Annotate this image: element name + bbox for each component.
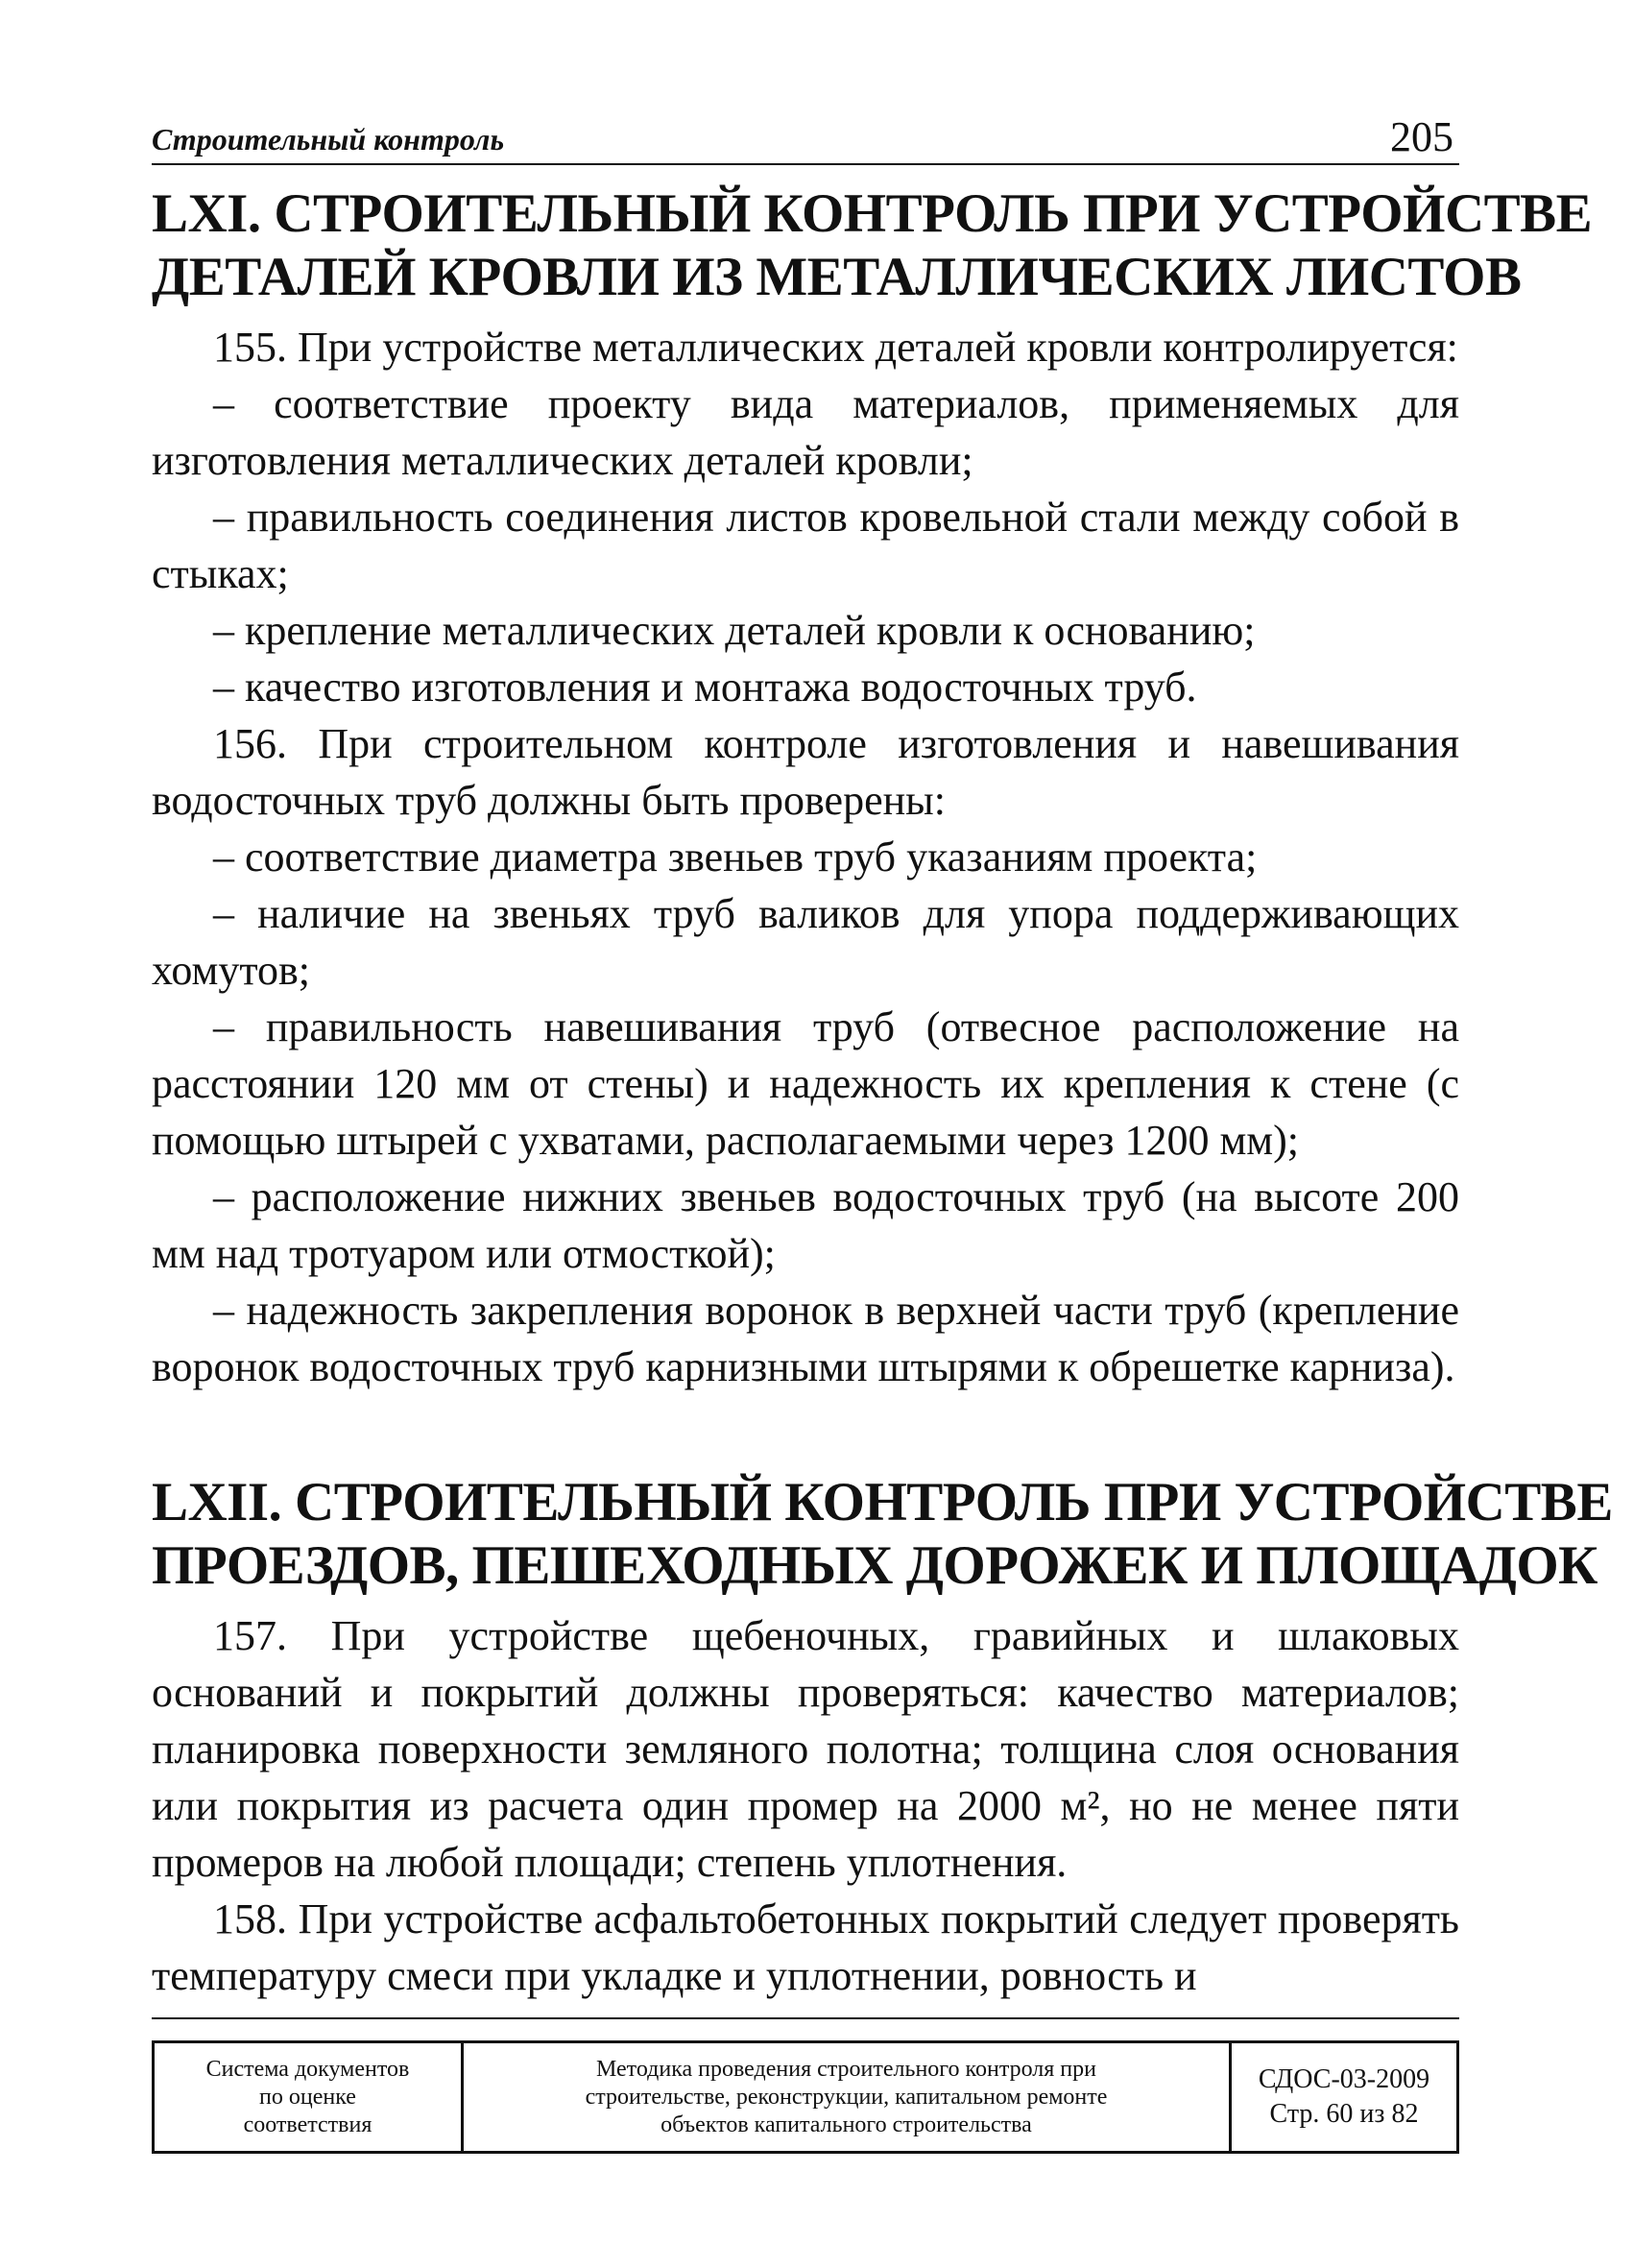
paragraph-158: 158. При устройстве асфальтобетонных покрытий следует проверять температуру смеси при укладке и уплотнении, ровность и <box>152 1895 1459 1999</box>
chapter-61-heading <box>152 182 1593 309</box>
list-item: – правильность навешивания труб (отвесное расположение на расстоянии 120 мм от стены) и надежность их крепления к стене (с помощью штырей с ухватами, располагаемыми через 1200 мм); <box>152 1003 1459 1164</box>
chapter-62-heading <box>152 1471 1613 1598</box>
list-item: – правильность соединения листов кровельной стали между собой в стыках; <box>152 494 1459 597</box>
list-item: – качество изготовления и монтажа водосточных труб. <box>213 664 1197 711</box>
chapter-61-body <box>152 319 1459 1395</box>
running-header <box>152 113 1459 165</box>
footer-cell-system <box>155 2043 464 2151</box>
chapter-62-body <box>152 1607 1459 2004</box>
list-item: – крепление металлических деталей кровли к основанию; <box>213 607 1256 654</box>
list-item: – соответствие проекту вида материалов, применяемых для изготовления металлических деталей кровли; <box>152 380 1459 484</box>
page-number: 205 <box>1390 113 1453 160</box>
list-item: – соответствие диаметра звеньев труб указаниям проекта; <box>213 833 1258 881</box>
running-header-section: Строительный контроль <box>152 122 505 157</box>
list-item: – наличие на звеньях труб валиков для упора поддерживающих хомутов; <box>152 890 1459 994</box>
chapter-62-title-line1: LXII. СТРОИТЕЛЬНЫЙ КОНТРОЛЬ ПРИ УСТРОЙСТВЕ <box>152 1472 1613 1532</box>
chapter-61-title-line2: ДЕТАЛЕЙ КРОВЛИ ИЗ МЕТАЛЛИЧЕСКИХ ЛИСТОВ <box>152 247 1522 307</box>
footer-code-text: СДОС-03-2009 Стр. 60 из 82 <box>1258 2064 1430 2129</box>
footer-title-text: Методика проведения строительного контроля при строительстве, реконструкции, капитальном ремонте объектов капитального строительства <box>585 2056 1108 2137</box>
footer-system-text: Система документов по оценке соответствия <box>205 2056 410 2137</box>
footer-cell-code <box>1232 2043 1456 2151</box>
chapter-62-title-line2: ПРОЕЗДОВ, ПЕШЕХОДНЫХ ДОРОЖЕК И ПЛОЩАДОК <box>152 1535 1598 1596</box>
bottom-rule <box>152 2017 1459 2019</box>
paragraph-156: 156. При строительном контроле изготовления и навешивания водосточных труб должны быть проверены: <box>152 720 1459 824</box>
footer-cell-title <box>464 2043 1232 2151</box>
footer-table <box>152 2040 1459 2154</box>
list-item: – расположение нижних звеньев водосточных труб (на высоте 200 мм над тротуаром или отмосткой); <box>152 1173 1459 1277</box>
paragraph-157: 157. При устройстве щебеночных, гравийных и шлаковых оснований и покрытий должны проверяться: качество материалов; планировка поверхности земляного полотна; толщина слоя основания или покрытия из расчета один промер на 2000 м², но не менее пяти промеров на любой площади; степень уплотнения. <box>152 1612 1459 1886</box>
chapter-61-title-line1: LXI. СТРОИТЕЛЬНЫЙ КОНТРОЛЬ ПРИ УСТРОЙСТВЕ <box>152 183 1593 244</box>
paragraph-155: 155. При устройстве металлических деталей кровли контролируется: <box>213 324 1458 371</box>
list-item: – надежность закрепления воронок в верхней части труб (крепление воронок водосточных труб карнизными штырями к обрешетке карниза). <box>152 1287 1459 1390</box>
